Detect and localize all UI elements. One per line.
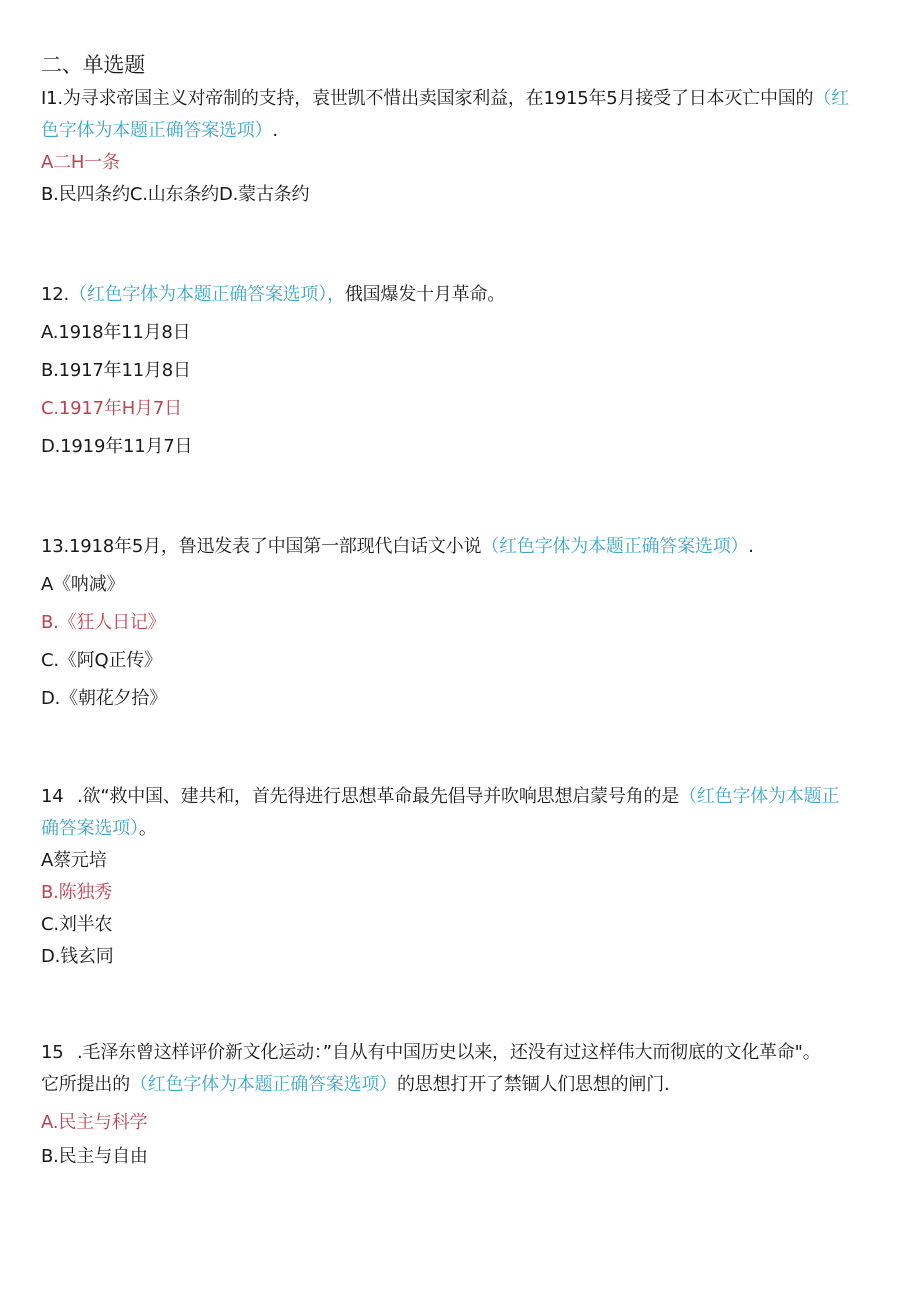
question-11-line-2 bbox=[41, 118, 278, 144]
question-15-line-1 bbox=[41, 1040, 821, 1066]
option-c: C.《阿Q正传》 bbox=[41, 650, 162, 671]
option-d: D.钱玄同 bbox=[41, 946, 114, 967]
option-b: B.1917年11月8日 bbox=[41, 360, 191, 381]
option-d: D.1919年11月7日 bbox=[41, 436, 193, 457]
question-text: I1.为寻求帝国主义对帝制的支持，袁世凯不惜出卖国家利益，在1915年5月接受了日本灭亡中国的 bbox=[41, 88, 814, 109]
answer-hint: 色字体为本题正确答案选项） bbox=[41, 120, 273, 141]
option-a: A《呐减》 bbox=[41, 574, 125, 595]
option-d: D.《朝花夕拾》 bbox=[41, 688, 167, 709]
option-list: B.民四条约C.山东条约D.蒙古条约 bbox=[41, 184, 310, 205]
question-12 bbox=[41, 282, 505, 308]
question-text: . bbox=[748, 536, 754, 557]
question-text: 的思想打开了禁锢人们思想的闸门. bbox=[397, 1074, 670, 1095]
question-number: 12. bbox=[41, 284, 70, 305]
question-text: 俄国爆发十月革命。 bbox=[344, 284, 506, 305]
option-c: C.刘半农 bbox=[41, 914, 113, 935]
answer-hint: （红 bbox=[813, 88, 849, 109]
answer-hint: （红色字体为本题正确答案选项） bbox=[130, 1074, 397, 1095]
option-correct: B.陈独秀 bbox=[41, 882, 113, 903]
question-15-line-2 bbox=[41, 1072, 670, 1098]
question-number: 15 bbox=[41, 1042, 64, 1063]
answer-hint: （红色字体为本题正 bbox=[679, 786, 840, 807]
question-text: 13.1918年5月，鲁迅发表了中国第一部现代白话文小说 bbox=[41, 536, 482, 557]
option-correct: B.《狂人日记》 bbox=[41, 612, 166, 633]
option-correct: C.1917年H月7日 bbox=[41, 398, 182, 419]
question-13 bbox=[41, 534, 754, 560]
question-text: . bbox=[272, 120, 278, 141]
answer-hint: 确答案选项） bbox=[41, 818, 139, 839]
question-text: .欲“救中国、建共和，首先得进行思想革命最先倡导并吹响思想启蒙号角的是 bbox=[77, 786, 680, 807]
question-text: 。 bbox=[138, 818, 157, 839]
question-text: 它所提出的 bbox=[41, 1074, 130, 1095]
question-14-line-2 bbox=[41, 816, 157, 842]
option-b: B.民主与自由 bbox=[41, 1146, 148, 1167]
answer-hint: （红色字体为本题正确答案选项）， bbox=[69, 284, 345, 305]
question-14-line-1 bbox=[41, 784, 839, 810]
option-a: A蔡元培 bbox=[41, 850, 107, 871]
question-11-line-1 bbox=[41, 86, 849, 112]
question-text: .毛泽东曾这样评价新文化运动：”自从有中国历史以来，还没有过这样伟大而彻底的文化革命"。 bbox=[77, 1042, 821, 1063]
section-title: 二、单选题 bbox=[41, 53, 145, 77]
option-a: A.1918年11月8日 bbox=[41, 322, 191, 343]
option-correct: A.民主与科学 bbox=[41, 1112, 148, 1133]
option-correct: A二H一条 bbox=[41, 152, 120, 173]
question-number: 14 bbox=[41, 786, 64, 807]
answer-hint: （红色字体为本题正确答案选项） bbox=[481, 536, 749, 557]
